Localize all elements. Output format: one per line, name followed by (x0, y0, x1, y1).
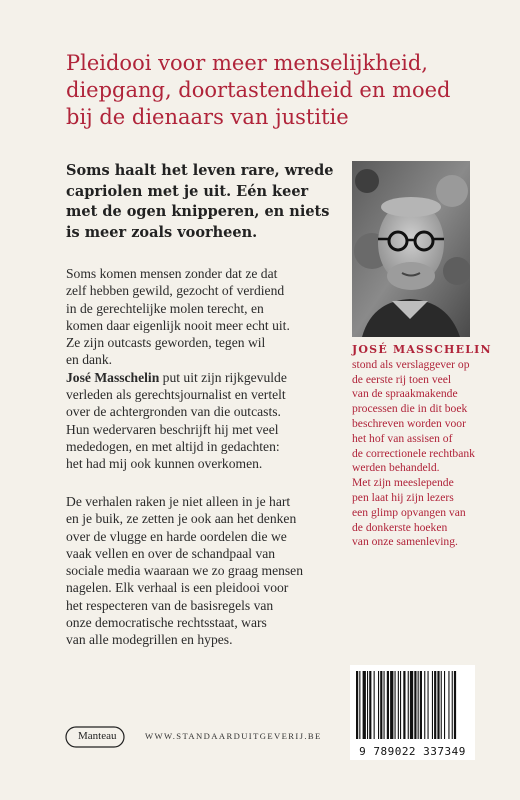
body-line: het had mij ook kunnen overkomen. (66, 456, 263, 472)
body-paragraph-2 (66, 493, 336, 649)
headline-line: bij de dienaars van justitie (66, 105, 349, 129)
bio-line: de correctionele rechtbank (352, 446, 475, 460)
body-line: nagelen. Elk verhaal is een pleidooi voor (66, 580, 289, 596)
body-line: Ze zijn outcasts geworden, tegen wil (66, 335, 266, 351)
bio-line: beschreven worden voor (352, 416, 466, 430)
body-line: sociale media waaraan we zo graag mensen (66, 563, 304, 579)
author-name: JOSÉ MASSCHELIN (352, 343, 492, 356)
author-photo-illustration (352, 161, 470, 337)
barcode-bars-icon (350, 665, 475, 745)
lead-line: capriolen met je uit. Eén keer (66, 182, 309, 200)
body-line (66, 369, 336, 386)
body-line: vaak vellen en over de schandpaal van (66, 545, 276, 561)
body-line-rest: put uit zijn rijkgevulde (159, 369, 287, 385)
isbn-number: 9 789022 337349 (359, 745, 466, 758)
author-bio (352, 343, 492, 550)
bio-line: werden behandeld. (352, 461, 440, 475)
body-line: over de vlugge en harde oordelen die we (66, 528, 287, 544)
headline (66, 50, 486, 131)
bio-line: van de spraakmakende (352, 387, 458, 401)
body-line: komen daar eigenlijk nooit meer echt uit. (66, 317, 290, 333)
bio-line: een glimp opvangen van (352, 505, 466, 519)
author-name-inline: José Masschelin (66, 369, 160, 385)
publisher-website: WWW.STANDAARDUITGEVERIJ.BE (145, 731, 322, 741)
body-paragraph-1 (66, 265, 336, 473)
body-line: en dank. (66, 352, 113, 368)
publisher-name: Manteau (78, 730, 117, 742)
lead-line: is meer zoals voorheen. (66, 223, 258, 241)
bio-line: pen laat hij zijn lezers (352, 490, 454, 504)
bio-line: van onze samenleving. (352, 535, 458, 549)
lead-line: Soms haalt het leven rare, wrede (66, 162, 334, 179)
body-line: het respecteren van de basisregels van (66, 597, 274, 613)
body-line: verleden als gerechtsjournalist en vertelt (66, 387, 286, 403)
body-line: in de gerechtelijke molen terecht, en (66, 300, 264, 316)
author-photo (352, 161, 470, 337)
body-line: mededogen, en met altijd in gedachten: (66, 438, 280, 454)
body-line: en je buik, ze zetten je ook aan het denken (66, 511, 297, 527)
lead-text (66, 161, 336, 243)
bio-line: de donkerste hoeken (352, 520, 448, 534)
body-line: van alle modegrillen en hypes. (66, 632, 233, 648)
body-line: onze democratische rechtsstaat, wars (66, 615, 267, 631)
body-line: zelf hebben gewild, gezocht of verdiend (66, 283, 285, 299)
body-line: De verhalen raken je niet alleen in je hart (66, 494, 291, 509)
body-line: Soms komen mensen zonder dat ze dat (66, 266, 278, 281)
bio-line: het hof van assisen of (352, 431, 453, 445)
body-line: Hun wedervaren beschrijft hij met veel (66, 421, 279, 437)
headline-line: Pleidooi voor meer menselijkheid, (66, 51, 428, 75)
bio-line: processen die in dit boek (352, 402, 468, 416)
bio-line: de eerste rij toen veel (352, 372, 452, 386)
lead-line: met de ogen knipperen, en niets (66, 203, 330, 220)
headline-line: diepgang, doortastendheid en moed (66, 78, 451, 102)
body-line: over de achtergronden van die outcasts. (66, 404, 281, 420)
bio-line: stond als verslaggever op (352, 357, 470, 371)
bio-line: Met zijn meeslepende (352, 476, 454, 490)
